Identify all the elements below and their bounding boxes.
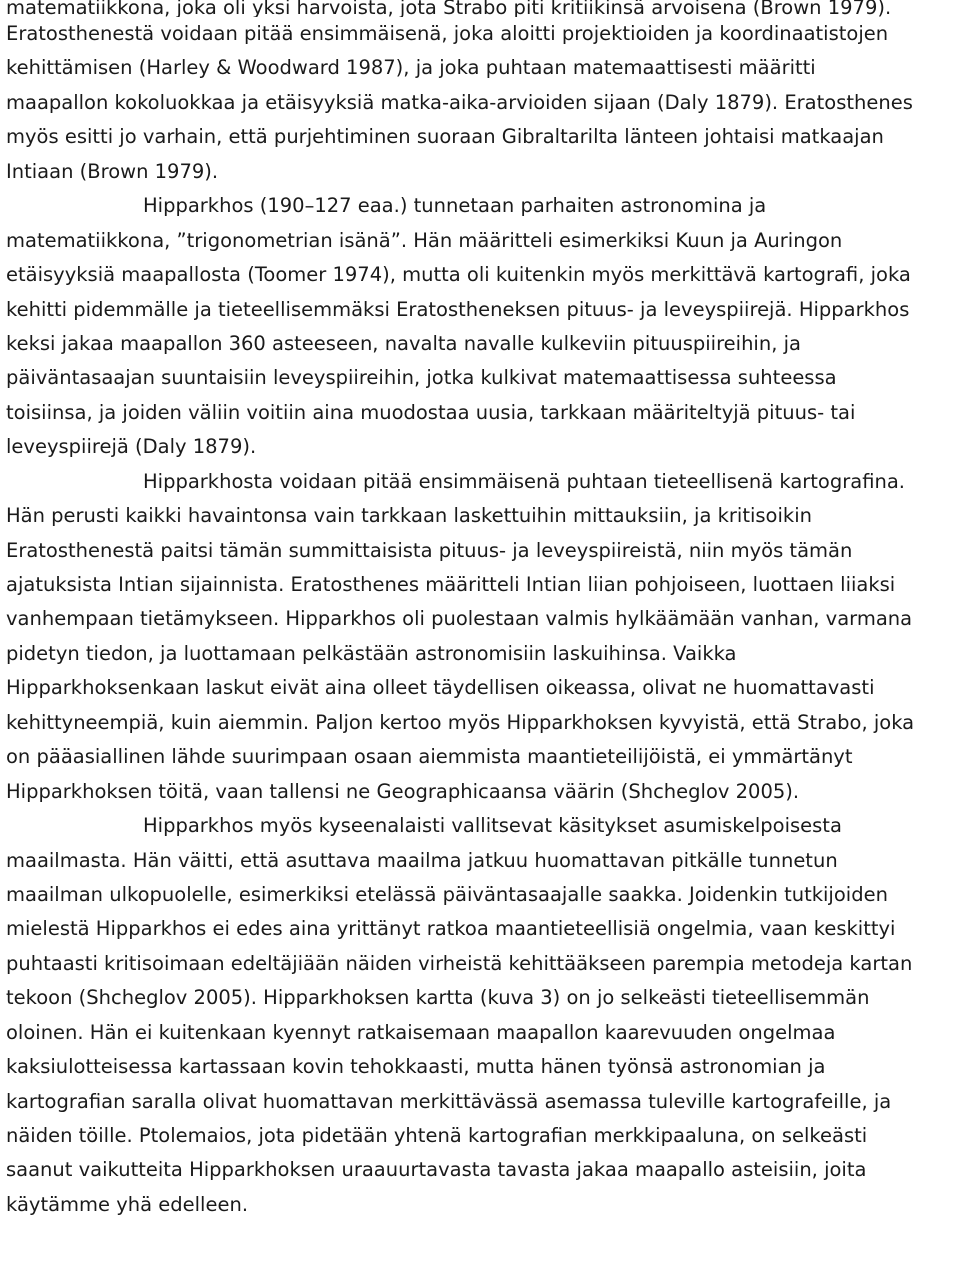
text-line: kaksiulotteisessa kartassaan kovin tehokkaasti, mutta hänen työnsä astronomian ja: [6, 1055, 826, 1079]
text-line: saanut vaikutteita Hipparkhoksen uraauurtavasta tavasta jakaa maapallo asteisiin, joita: [6, 1158, 867, 1182]
text-line: keksi jakaa maapallon 360 asteeseen, navalta navalle kulkeviin pituuspiireihin, ja: [6, 331, 801, 355]
text-line: matematiikkona, ”trigonometrian isänä”. Hän määritteli esimerkiksi Kuun ja Auringon: [6, 228, 843, 252]
text-line: näiden töille. Ptolemaios, jota pidetään yhtenä kartografian merkkipaaluna, on selkeästi: [6, 1124, 868, 1147]
text-line: myös esitti jo varhain, että purjehtiminen suoraan Gibraltarilta länteen johtaisi matkaajan: [6, 125, 884, 149]
text-line: tekoon (Shcheglov 2005). Hipparkhoksen kartta (kuva 3) on jo selkeästi tieteellisemmän: [6, 986, 870, 1010]
text-line: on pääasiallinen lähde suurimpaan osaan aiemmista maantieteilijöistä, ei ymmärtänyt: [6, 745, 853, 769]
text-line: Eratosthenestä voidaan pitää ensimmäisenä, joka aloitti projektioiden ja koordinaatistojen: [6, 22, 889, 45]
text-line: Eratosthenestä paitsi tämän summittaisista pituus- ja leveyspiireistä, niin myös tämän: [6, 538, 853, 562]
document-page: [6, 0, 956, 1222]
text-line: etäisyyksiä maapallosta (Toomer 1974), mutta oli kuitenkin myös merkittävä kartografi, joka: [6, 263, 911, 287]
text-line: leveyspiirejä (Daly 1879).: [6, 435, 257, 459]
text-line: toisiinsa, ja joiden väliin voitiin aina muodostaa uusia, tarkkaan määriteltyjä pituus- tai: [6, 400, 856, 424]
text-line: Hipparkhoksen töitä, vaan tallensi ne Geographicaansa väärin (Shcheglov 2005).: [6, 779, 800, 803]
text-line: kartografian saralla olivat huomattavan merkittävässä asemassa tuleville kartografeille, ja: [6, 1089, 892, 1113]
text-line: Hipparkhoksenkaan laskut eivät aina olleet täydellisen oikeassa, olivat ne huomattavasti: [6, 676, 875, 700]
paragraph-start-line: Hipparkhos (190–127 eaa.) tunnetaan parhaiten astronomina ja: [143, 194, 767, 218]
text-line: oloinen. Hän ei kuitenkaan kyennyt ratkaisemaan maapallon kaarevuuden ongelmaa: [6, 1020, 836, 1044]
text-line: kehittyneempiä, kuin aiemmin. Paljon kertoo myös Hipparkhoksen kyvyistä, että Strabo, joka: [6, 710, 915, 734]
text-line: kehitti pidemmälle ja tieteellisemmäksi Eratostheneksen pituus- ja leveyspiirejä. Hipparkhos: [6, 297, 910, 321]
text-line: kehittämisen (Harley & Woodward 1987), ja joka puhtaan matemaattisesti määritti: [6, 56, 816, 80]
text-line: maailman ulkopuolelle, esimerkiksi etelässä päiväntasaajalle saakka. Joidenkin tutkijoiden: [6, 882, 888, 906]
text-line: vanhempaan tietämykseen. Hipparkhos oli puolestaan valmis hylkäämään vanhan, varmana: [6, 607, 913, 631]
text-line: Hän perusti kaikki havaintonsa vain tarkkaan laskettuihin mittauksiin, ja kritisoikin: [6, 504, 812, 528]
text-line: maailmasta. Hän väitti, että asuttava maailma jatkuu huomattavan pitkälle tunnetun: [6, 848, 838, 872]
text-line: matematiikkona, joka oli yksi harvoista, jota Strabo piti kritiikinsä arvoisena (Brown 1979).: [6, 0, 892, 17]
text-line: Intiaan (Brown 1979).: [6, 159, 219, 183]
text-line: käytämme yhä edelleen.: [6, 1192, 249, 1216]
text-line: päiväntasaajan suuntaisiin leveyspiireihin, jotka kulkivat matemaattisessa suhteessa: [6, 366, 837, 390]
text-line: mielestä Hipparkhos ei edes aina yrittänyt ratkoa maantieteellisiä ongelmia, vaan keskittyi: [6, 917, 896, 941]
paragraph-start-line: Hipparkhos myös kyseenalaisti vallitsevat käsitykset asumiskelpoisesta: [143, 814, 842, 838]
text-line: puhtaasti kritisoimaan edeltäjiään näiden virheistä kehittääkseen parempia metodeja kartan: [6, 951, 913, 975]
text-line: pidetyn tiedon, ja luottamaan pelkästään astronomisiin laskuihinsa. Vaikka: [6, 641, 737, 665]
text-line: maapallon kokoluokkaa ja etäisyyksiä matka-aika-arvioiden sijaan (Daly 1879). Eratosthenes: [6, 90, 913, 114]
paragraph-start-line: Hipparkhosta voidaan pitää ensimmäisenä puhtaan tieteellisenä kartografina.: [143, 469, 905, 493]
text-line: ajatuksista Intian sijainnista. Eratosthenes määritteli Intian liian pohjoiseen, luottaen liiaksi: [6, 573, 896, 596]
